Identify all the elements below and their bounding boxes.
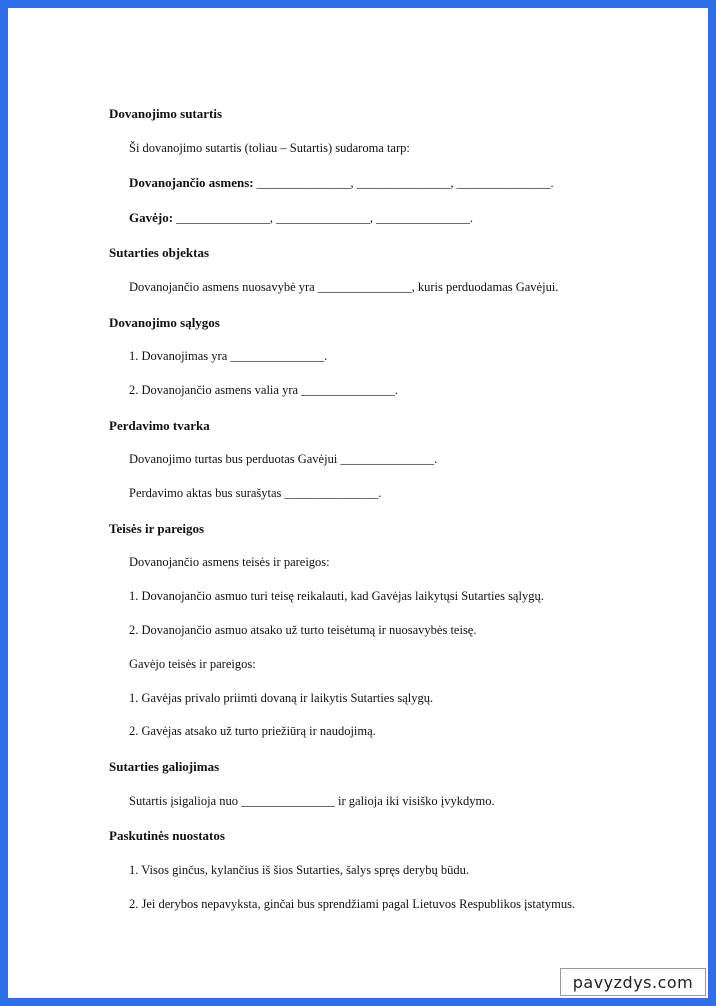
final-heading: Paskutinės nuostatos (109, 828, 225, 843)
donor-label: Dovanojančio asmens: (129, 175, 254, 190)
donor-rights-title: Dovanojančio asmens teisės ir pareigos: (129, 555, 330, 569)
final-item-1: 1. Visos ginčus, kylančius iš šios Sutarties, šalys spręs derybų būdu. (129, 863, 469, 877)
final-item-2: 2. Jei derybos nepavyksta, ginčai bus sprendžiami pagal Lietuvos Respublikos įstatymus. (129, 897, 576, 911)
donor-rights-item-2: 2. Dovanojančio asmuo atsako už turto teisėtumą ir nuosavybės teisę. (129, 623, 477, 637)
validity-heading: Sutarties galiojimas (109, 759, 220, 774)
donor-rights-item-1: 1. Dovanojančio asmuo turi teisę reikalauti, kad Gavėjas laikytųsi Sutarties sąlygų. (129, 589, 544, 603)
transfer-line-1: Dovanojimo turtas bus perduotas Gavėjui _______________. (129, 452, 438, 466)
recipient-rights-item-2: 2. Gavėjas atsako už turto priežiūrą ir naudojimą. (129, 724, 376, 738)
transfer-line-2: Perdavimo aktas bus surašytas _______________. (129, 486, 382, 500)
donor-line (129, 175, 554, 191)
document-title: Dovanojimo sutartis (109, 106, 223, 121)
recipient-label: Gavėjo: (129, 210, 174, 225)
donor-blanks: _______________, _______________, _______________. (253, 176, 554, 190)
recipient-rights-item-1: 1. Gavėjas privalo priimti dovaną ir laikytis Sutarties sąlygų. (129, 691, 434, 705)
conditions-item-1: 1. Dovanojimas yra _______________. (129, 349, 328, 363)
conditions-item-2: 2. Dovanojančio asmens valia yra _______________. (129, 383, 399, 397)
conditions-heading: Dovanojimo sąlygos (109, 315, 220, 330)
watermark-badge: pavyzdys.com (560, 968, 706, 996)
subject-heading: Sutarties objektas (109, 245, 210, 260)
rights-heading: Teisės ir pareigos (109, 521, 205, 536)
recipient-line (129, 210, 473, 226)
validity-text: Sutartis įsigalioja nuo _______________ ir galioja iki visiško įvykdymo. (129, 794, 495, 808)
intro-text: Ši dovanojimo sutartis (toliau – Sutartis) sudaroma tarp: (129, 141, 410, 155)
transfer-heading: Perdavimo tvarka (109, 418, 210, 433)
subject-text: Dovanojančio asmens nuosavybė yra _______________, kuris perduodamas Gavėjui. (129, 280, 559, 294)
recipient-blanks: _______________, _______________, _______________. (173, 211, 474, 225)
recipient-rights-title: Gavėjo teisės ir pareigos: (129, 657, 256, 671)
